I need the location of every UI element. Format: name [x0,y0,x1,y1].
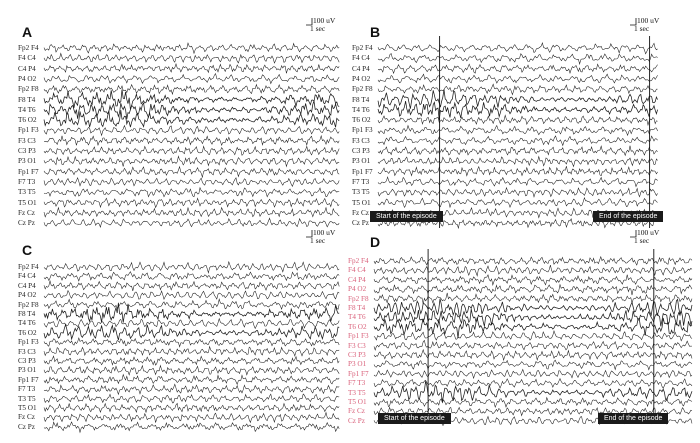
eeg-trace [44,394,339,403]
lead-label: T4 T6 [348,313,366,322]
eeg-trace [378,198,658,208]
lead-label: F4 C4 [18,272,36,281]
eeg-trace [374,341,692,351]
eeg-trace [44,188,339,197]
eeg-trace [374,369,692,378]
eeg-trace [374,299,692,316]
lead-label: Fp2 F4 [18,263,39,271]
eeg-trace [44,53,339,63]
lead-label: F7 T3 [348,379,366,388]
eeg-trace [374,285,692,296]
eeg-trace [44,366,339,375]
eeg-trace [44,356,339,365]
lead-label: P4 O2 [18,291,37,300]
eeg-traces [374,253,692,425]
eeg-traces [378,40,658,230]
lead-label: F3 C3 [352,136,370,145]
eeg-traces [44,259,340,441]
lead-label: F7 T3 [18,177,36,186]
lead-label: T5 O1 [348,398,367,406]
lead-label: C3 P3 [348,351,366,359]
lead-label: T6 O2 [352,116,371,125]
lead-label: C3 P3 [18,357,36,365]
lead-label: Fp2 F8 [18,300,39,309]
eeg-trace [378,157,658,167]
eeg-trace [44,299,339,309]
lead-label: T5 O1 [352,198,371,207]
lead-label: C4 P4 [348,275,366,284]
eeg-trace [374,275,692,285]
episode-start-label: Start of the episode [378,413,451,424]
eeg-trace [378,136,658,146]
lead-label: P4 O2 [352,74,371,83]
eeg-panel-c [0,228,345,443]
eeg-trace [374,265,692,276]
time-scale-label: 1 sec [634,24,650,33]
lead-label: Fz Cz [18,208,35,217]
eeg-trace [44,303,339,323]
lead-label: T4 T6 [18,319,36,328]
eeg-trace [44,74,339,84]
lead-label: Cz Pz [352,219,369,228]
lead-label: C4 P4 [352,64,370,73]
lead-label: T5 O1 [18,198,37,207]
time-scale-label: 1 sec [310,24,326,33]
lead-label: Fz Cz [18,413,35,422]
eeg-panel-a [0,18,345,233]
lead-label: F3 C3 [18,136,36,145]
lead-label: T3 T5 [352,188,370,197]
lead-label: T3 T5 [348,388,366,397]
eeg-trace [44,126,339,136]
lead-label: P4 O2 [348,285,367,294]
lead-label: F8 T4 [348,304,366,312]
lead-label: F8 T4 [18,95,36,104]
panel-letter: A [22,24,33,40]
eeg-trace [378,43,658,54]
eeg-trace [378,74,658,83]
lead-label: F4 C4 [18,54,36,63]
eeg-traces [44,40,340,230]
lead-label: T3 T5 [18,188,36,197]
lead-label: F4 C4 [352,54,370,63]
eeg-trace [44,403,339,412]
lead-label: P3 O1 [18,366,37,375]
eeg-trace [374,381,692,402]
lead-label: Fp1 F7 [348,369,369,378]
lead-label: T5 O1 [18,404,37,412]
lead-label: T6 O2 [18,328,37,337]
eeg-trace [44,43,339,53]
eeg-trace [44,262,339,273]
amplitude-scale-label: 100 uV [313,16,336,25]
amplitude-scale-label: 100 uV [313,228,336,237]
eeg-trace [44,272,339,281]
eeg-trace [44,156,339,166]
lead-label: P3 O1 [352,157,371,166]
eeg-trace [44,218,339,227]
eeg-trace [44,281,339,291]
lead-label: F8 T4 [18,310,36,318]
lead-label: T6 O2 [348,322,367,331]
lead-label: C3 P3 [352,147,370,155]
eeg-trace [44,167,339,178]
lead-label: P4 O2 [18,74,37,83]
lead-label: C3 P3 [18,147,36,155]
lead-label: Fp1 F3 [18,338,39,347]
lead-label: P3 O1 [348,360,367,369]
lead-label: Fp1 F7 [18,375,39,384]
eeg-trace [378,115,658,125]
lead-label: Fz Cz [348,407,365,416]
eeg-trace [44,64,339,73]
lead-label: Fp2 F8 [18,85,39,94]
eeg-trace [378,64,658,73]
lead-label: P3 O1 [18,157,37,166]
eeg-trace [44,146,339,155]
lead-label: F4 C4 [348,266,366,275]
eeg-trace [374,398,692,408]
lead-label: Fp1 F7 [18,167,39,176]
time-scale-label: 1 sec [634,236,650,245]
lead-label: Cz Pz [18,219,35,228]
lead-label: F3 C3 [18,347,36,356]
eeg-trace [44,136,339,146]
eeg-trace [44,338,339,347]
panel-letter: C [22,242,33,258]
lead-label: Fp1 F7 [352,167,373,176]
eeg-trace [374,318,692,339]
eeg-trace [44,208,339,217]
lead-label: Cz Pz [348,416,365,425]
eeg-trace [44,422,339,432]
eeg-trace [374,257,692,265]
eeg-trace [378,166,658,176]
lead-label: F7 T3 [352,177,370,186]
lead-label: Fp2 F4 [348,257,369,265]
eeg-trace [374,331,692,341]
lead-label: Fp2 F8 [352,85,373,94]
amplitude-scale-label: 100 uV [637,16,660,25]
eeg-trace [378,146,658,156]
lead-label: T4 T6 [352,105,370,114]
amplitude-scale-label: 100 uV [637,228,660,237]
eeg-trace [44,413,339,423]
time-scale-label: 1 sec [310,236,326,245]
lead-label: Cz Pz [18,422,35,431]
eeg-trace [378,84,658,94]
panel-letter: D [370,234,381,250]
lead-label: Fp2 F4 [352,44,373,52]
eeg-trace [44,85,339,95]
lead-label: F3 C3 [348,341,366,350]
lead-label: T4 T6 [18,105,36,114]
eeg-trace [378,54,658,64]
eeg-trace [44,291,339,300]
episode-end-label: End of the episode [598,413,668,424]
eeg-trace [378,126,658,136]
eeg-trace [378,188,658,197]
lead-label: F7 T3 [18,385,36,394]
eeg-panel-b [348,18,693,233]
lead-label: Fp1 F3 [348,332,369,341]
lead-label: T6 O2 [18,116,37,125]
eeg-trace [44,384,339,394]
lead-label: F8 T4 [352,95,370,104]
eeg-trace [44,375,339,385]
lead-label: Fp1 F3 [18,126,39,135]
lead-label: C4 P4 [18,64,36,73]
eeg-trace [374,379,692,389]
panel-letter: B [370,24,381,40]
eeg-trace [374,360,692,370]
eeg-trace [44,178,339,187]
episode-end-label: End of the episode [593,211,663,222]
lead-label: C4 P4 [18,281,36,290]
eeg-trace [44,198,339,207]
eeg-trace [44,347,339,356]
eeg-trace [44,325,339,340]
lead-label: Fz Cz [352,208,369,217]
eeg-panel-d [348,228,693,443]
eeg-trace [374,293,692,304]
episode-start-label: Start of the episode [370,211,443,222]
eeg-trace [378,177,658,187]
lead-label: Fp2 F4 [18,44,39,52]
eeg-trace [374,350,692,360]
lead-label: Fp1 F3 [352,126,373,135]
lead-label: Fp2 F8 [348,294,369,303]
lead-label: T3 T5 [18,394,36,403]
